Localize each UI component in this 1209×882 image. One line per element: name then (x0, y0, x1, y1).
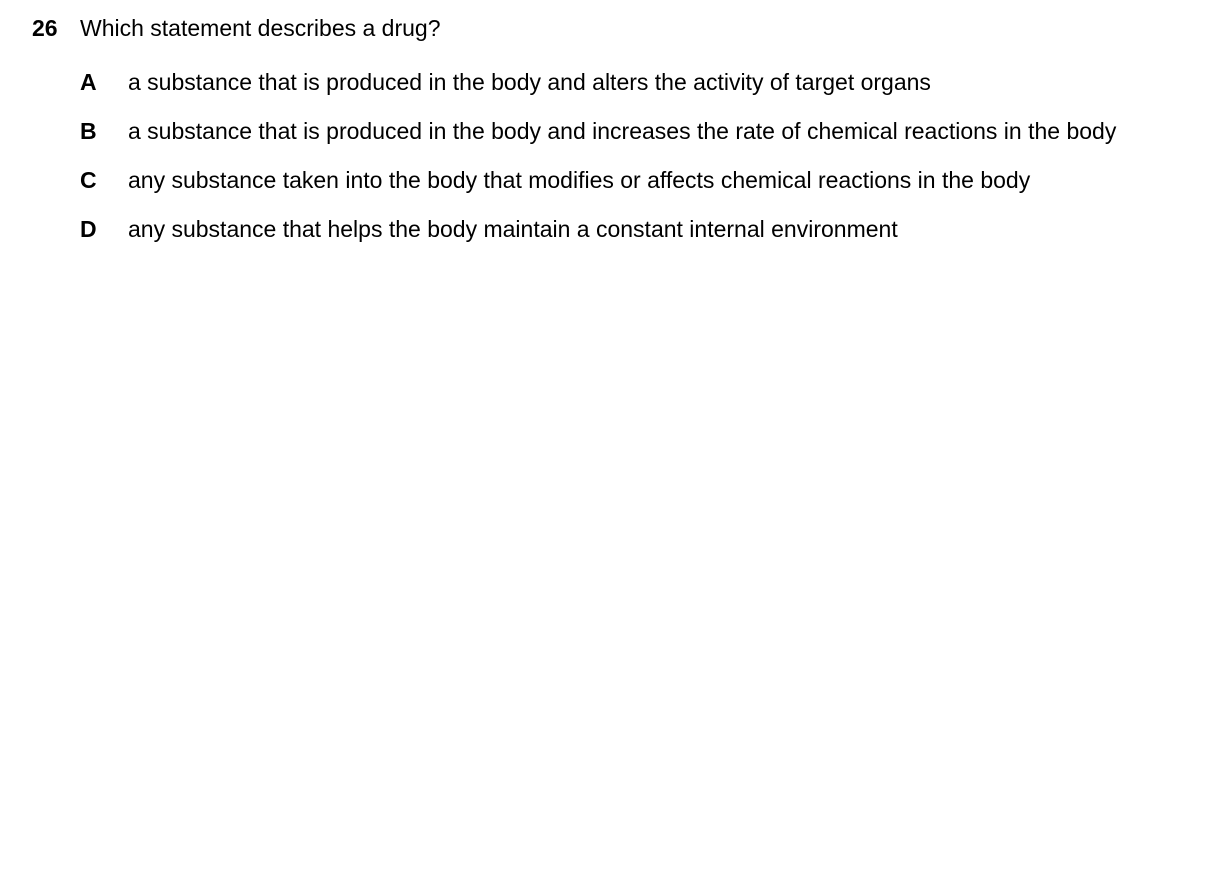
question-number: 26 (32, 15, 58, 41)
option-letter: D (80, 216, 97, 242)
option-text: a substance that is produced in the body and alters the activity of target organs (128, 69, 931, 95)
option-letter: B (80, 118, 97, 144)
option-a (80, 68, 1182, 97)
option-text: any substance that helps the body maintain a constant internal environment (128, 216, 898, 242)
question-stem (32, 14, 1182, 43)
option-b (80, 117, 1182, 146)
option-text: a substance that is produced in the body and increases the rate of chemical reactions in the body (128, 118, 1117, 144)
answer-options (32, 68, 1182, 244)
question-block (32, 14, 1182, 264)
option-d (80, 215, 1182, 244)
option-letter: A (80, 69, 97, 95)
option-letter: C (80, 167, 97, 193)
question-text: Which statement describes a drug? (80, 15, 441, 41)
option-c (80, 166, 1182, 195)
option-text: any substance taken into the body that modifies or affects chemical reactions in the body (128, 167, 1031, 193)
